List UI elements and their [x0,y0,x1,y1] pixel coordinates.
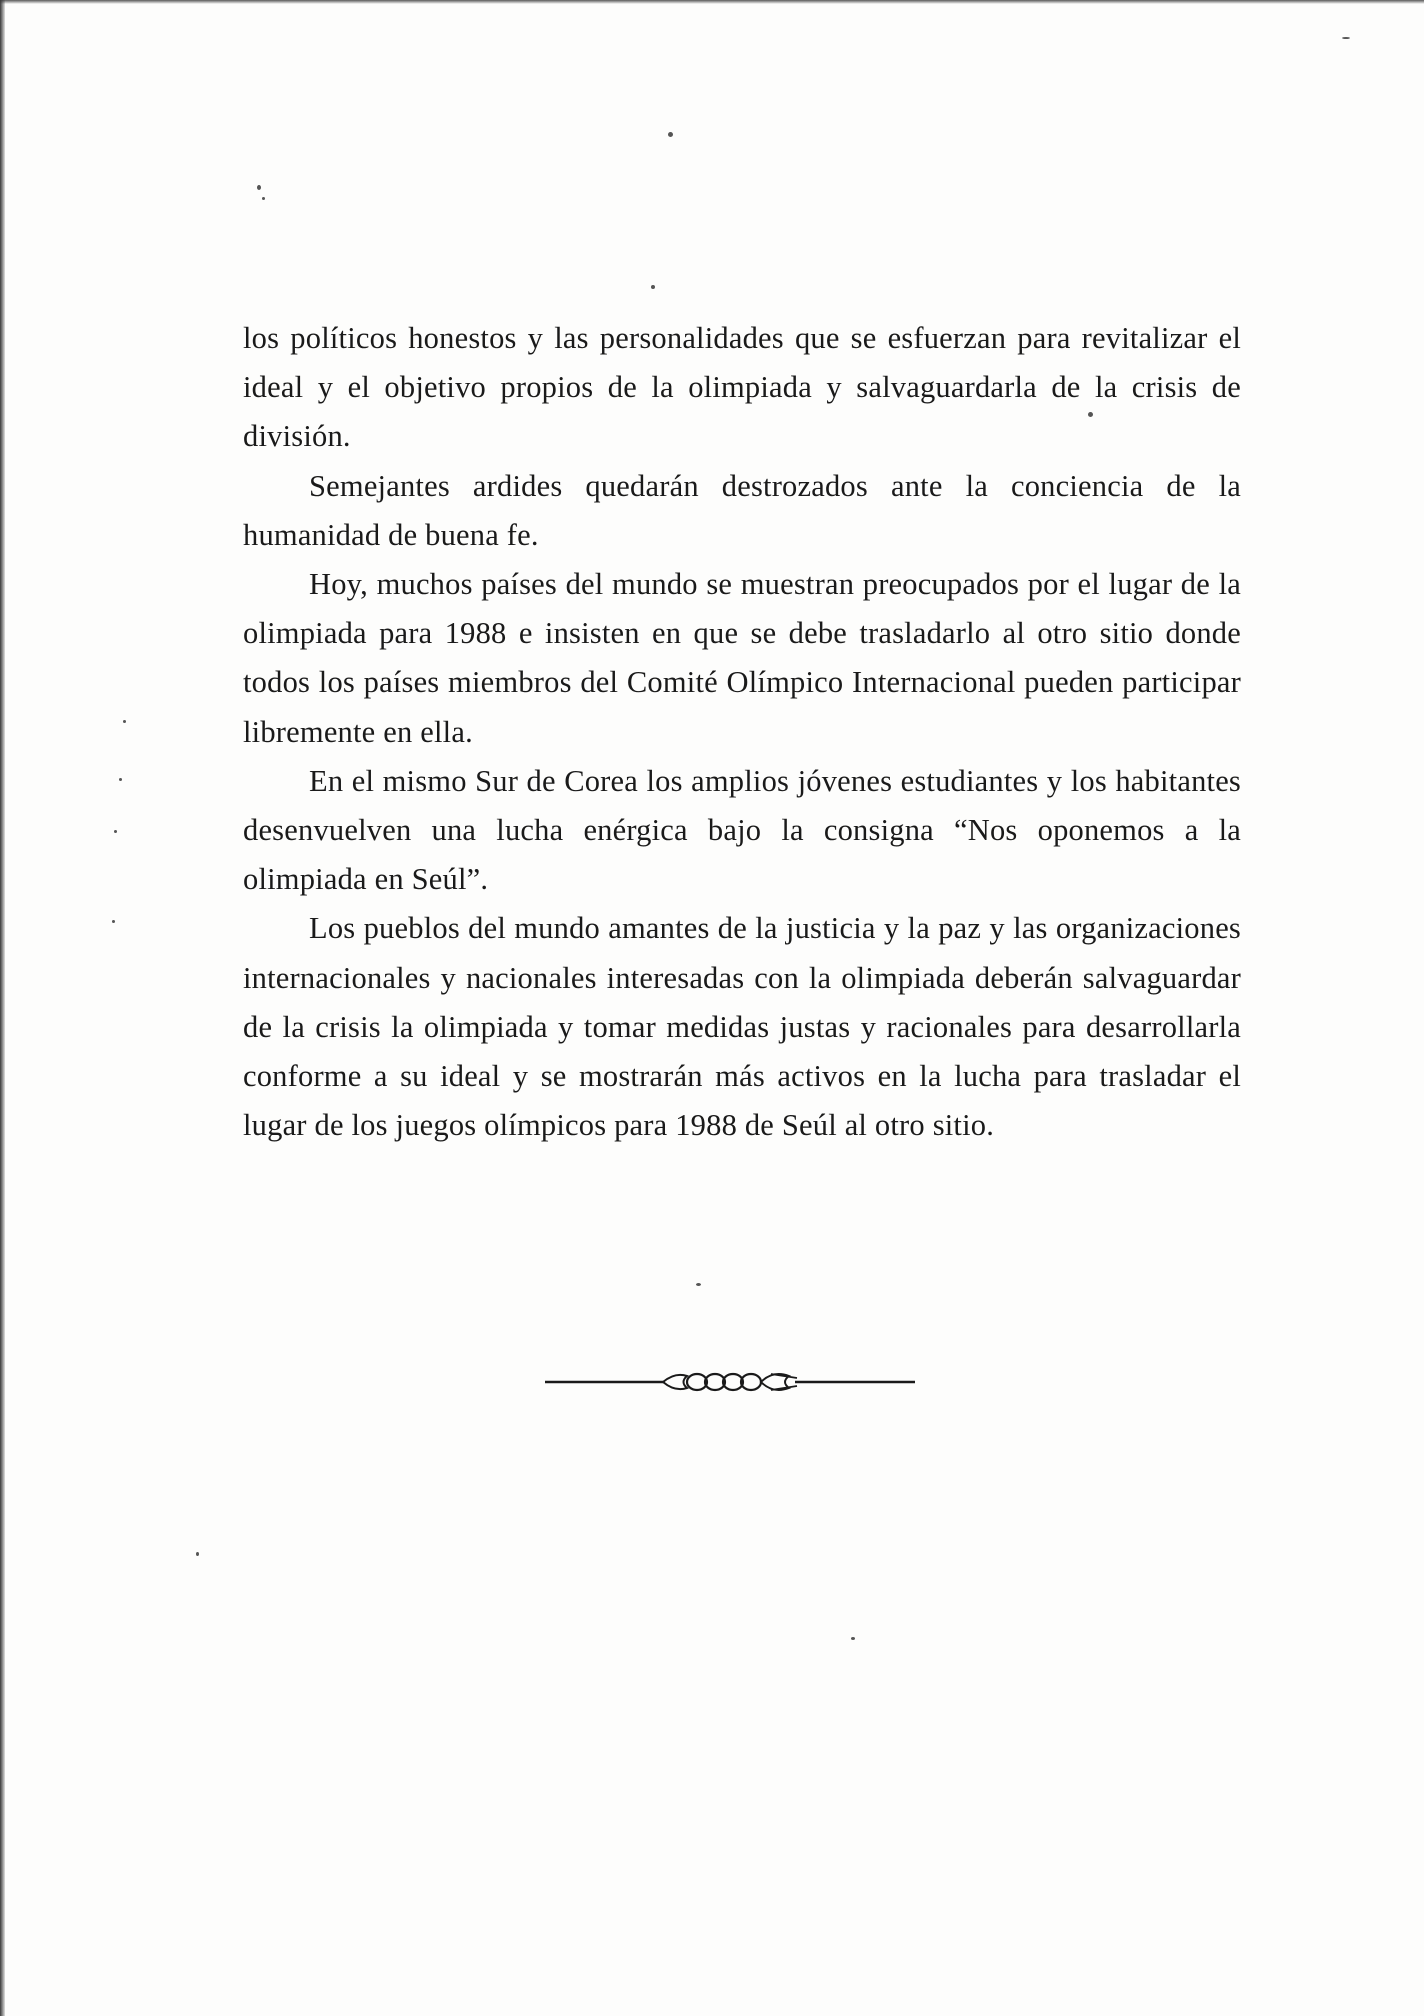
scan-speck [257,185,261,190]
decorative-divider-icon [545,1364,915,1400]
scan-speck [651,285,655,289]
scan-speck [123,720,126,723]
scan-speck [119,778,122,781]
body-text [243,314,1241,1150]
scan-speck [114,830,117,833]
scan-speck [696,1283,701,1286]
scan-edge-top [0,0,1424,4]
paragraph-5: Los pueblos del mundo amantes de la justicia y la paz y las organizaciones internacionales y nacionales interesadas con la olimpiada deberán salvaguardar de la crisis la olimpiada y tomar medidas justas y racionales para desarrollarla conforme a su ideal y se mostrarán más activos en la lucha para trasladar el lugar de los juegos olímpicos para 1988 de Seúl al otro sitio. [243,911,1241,1143]
scan-edge-left [0,0,5,2016]
scan-speck [1342,37,1350,39]
scan-speck [851,1637,855,1640]
paragraph-4: En el mismo Sur de Corea los amplios jóvenes estudiantes y los habitantes desenvuelven una lucha enérgica bajo la consigna “Nos oponemos a la olimpiada en Seúl”. [243,763,1241,897]
scan-speck [196,1552,199,1556]
scan-speck [668,132,673,137]
paragraph-3: Hoy, muchos países del mundo se muestran preocupados por el lugar de la olimpiada para 1988 e insisten en que se debe trasladarlo al otro sitio donde todos los países miembros del Comité Olímpico Internacional pueden participar libremente en ella. [243,567,1241,749]
paragraph-1: los políticos honestos y las personalidades que se esfuerzan para revitalizar el ideal y el objetivo propios de la olimpiada y salvaguardarla de la crisis de división. [243,321,1241,454]
paragraph-2: Semejantes ardides quedarán destrozados ante la conciencia de la humanidad de buena fe. [243,468,1241,552]
scan-speck [262,197,265,200]
scan-speck [112,920,115,923]
